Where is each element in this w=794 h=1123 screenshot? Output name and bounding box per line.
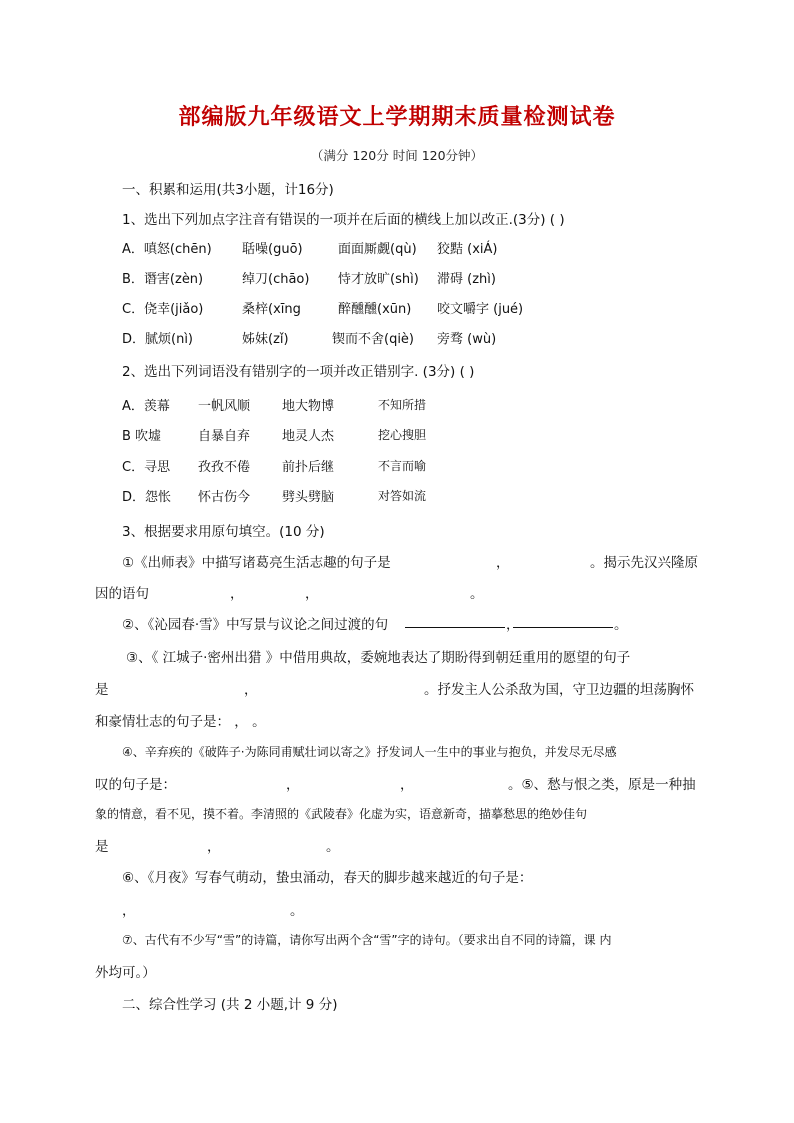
option-cell: A．羡幕 [122,399,170,414]
option-cell: 面面厮觑(qù) [338,242,417,257]
option-cell: 狡黠 (xiÁ) [437,242,498,257]
option-cell: D．怨怅 [122,490,172,505]
punctuation: 。 [614,617,628,633]
option-cell: 聒噪(guō) [242,242,303,257]
option-cell: 不言而喻 [378,459,427,473]
fill-item: ②、《沁园春·雪》中写景与议论之间过渡的句 [122,617,389,633]
option-cell: 地灵人杰 [282,429,335,444]
option-cell: 地大物博 [282,399,335,414]
question-stem: 3、根据要求用原句填空。(10 分) [122,524,325,540]
fill-item: ⑦、古代有不少写“雪”的诗篇，请你写出两个含“雪”字的诗句。（要求出自不同的诗篇，课 内 [122,933,612,947]
option-cell: 孜孜不倦 [198,460,251,475]
option-cell: 劈头劈脑 [282,490,335,505]
question-stem: 2、选出下列词语没有错别字的一项并改正错别字. (3分) ( ) [122,364,475,380]
answer-blank[interactable] [513,614,613,628]
option-cell: 对答如流 [378,489,427,503]
option-cell: B 吹墟 [122,429,162,444]
punctuation: 。 [470,586,484,602]
fill-item: 。揭示先汉兴隆原 [590,555,698,571]
punctuation: ， [244,682,258,698]
option-cell: 怀古伤今 [198,490,251,505]
fill-item: ⑥、《月夜》写春气萌动，蛰虫涌动，春天的脚步越来越近的句子是： [122,870,533,886]
punctuation: ， [207,839,221,855]
fill-item: 和豪情壮志的句子是： ， 。 [95,714,266,730]
option-cell: D．腻烦(nì) [122,332,194,347]
punctuation: ， [506,617,520,633]
option-cell: 不知所措 [378,398,427,412]
fill-item: 象的情意，看不见，摸不着。李清照的《武陵春》化虚为实，语意新奇，描摹愁思的绝妙佳句 [95,807,588,821]
fill-item: ①《出师表》中描写诸葛亮生活志趣的句子是 [122,555,391,571]
punctuation: 。 [290,903,304,919]
option-cell: 桑梓(xīng [242,302,301,317]
option-cell: 旁骛 (wù) [437,332,497,347]
option-cell: 前扑后继 [282,460,335,475]
punctuation: ， [305,586,319,602]
option-cell: 自暴自弃 [198,429,251,444]
option-cell: 恃才放旷(shì) [338,272,419,287]
option-cell: A．嗔怒(chēn) [122,242,212,257]
fill-item: 是 [95,682,109,698]
fill-item: 是 [95,839,109,855]
section-heading: 一、积累和运用(共3小题，计16分) [122,182,334,198]
option-cell: 绰刀(chāo) [242,272,310,287]
question-stem: 1、选出下列加点字注音有错误的一项并在后面的横线上加以改正.(3分) ( ) [122,212,565,228]
option-cell: C．侥幸(jiǎo) [122,302,204,317]
fill-item: 。抒发主人公杀敌为国，守卫边疆的坦荡胸怀 [424,682,694,698]
option-cell: 醉醺醺(xūn) [338,302,412,317]
fill-item: 。⑤、愁与恨之类，原是一种抽 [508,777,696,793]
fill-item: 叹的句子是： [95,777,176,793]
option-cell: 姊妹(zǐ) [242,332,289,347]
fill-item: 外均可。） [95,965,156,981]
option-cell: 锲而不舍(qiè) [332,332,415,347]
page-title: 部编版九年级语文上学期期末质量检测试卷 [178,104,616,130]
exam-info: （满分 120分 时间 120分钟） [310,148,484,163]
fill-item: ③、《 江城子·密州出猎 》中借用典故，委婉地表达了期盼得到朝廷重用的愿望的句子 [126,650,631,666]
option-cell: 一帆风顺 [198,399,251,414]
option-cell: 咬文嚼字 (jué) [437,302,524,317]
punctuation: ， [122,903,136,919]
punctuation: ， [496,555,510,571]
option-cell: C．寻思 [122,460,171,475]
fill-item: ④、辛弃疾的《破阵子·为陈同甫赋壮词以寄之》抒发词人一生中的事业与抱负，并发尽无尽感 [122,745,617,759]
option-cell: B．谮害(zèn) [122,272,204,287]
punctuation: ， [230,586,244,602]
punctuation: 。 [326,839,340,855]
punctuation: ， [286,777,300,793]
punctuation: ， [400,777,414,793]
option-cell: 滞碍 (zhì) [437,272,496,287]
answer-blank[interactable] [405,614,505,628]
section-heading: 二、综合性学习 (共 2 小题,计 9 分) [122,997,338,1013]
option-cell: 挖心搜胆 [378,428,427,442]
fill-item: 因的语句 [95,586,149,602]
